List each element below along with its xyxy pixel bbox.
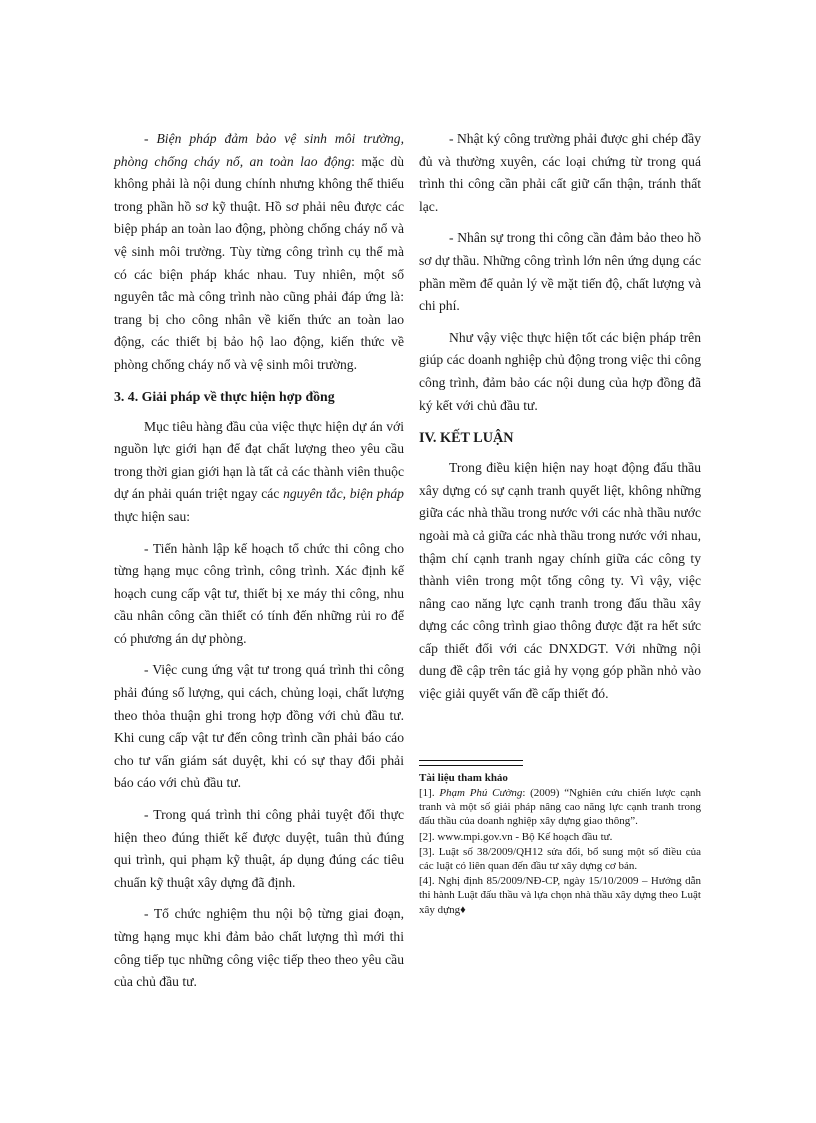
paragraph: - Tổ chức nghiệm thu nội bộ từng giai đoạn, từng hạng mục khi đảm bảo chất lượng thì mới thi công tiếp tục những công việc tiếp theo theo yêu cầu của chủ đầu tư.	[114, 906, 404, 990]
reference-item: [1]. Phạm Phú Cường: (2009) “Nghiên cứu chiến lược cạnh tranh và một số giải pháp nâng cao năng lực cạnh tranh trong đấu thầu của doanh nghiệp xây dựng giao thông”.	[419, 787, 702, 828]
paragraph: Trong điều kiện hiện nay hoạt động đấu thầu xây dựng có sự cạnh tranh quyết liệt, không những giữa các nhà thầu trong nước với các nhà thầu nước ngoài mà cả giữa các nhà thầu trong nước với nhau, thậm chí cạnh tranh ngay chính giữa các công ty thành viên trong một tổng công ty. Vì vậy, việc nâng cao năng lực cạnh tranh trong đấu thầu xây dựng các công trình giao thông được đặt ra hết sức cấp thiết đối với các DNXDGT. Với những nội dung đề cập trên tác giả hy vọng góp phần nhỏ vào việc giải quyết vấn đề cấp thiết đó.	[419, 460, 701, 702]
paragraph: Như vậy việc thực hiện tốt các biện pháp trên giúp các doanh nghiệp chủ động trong việc thi công công trình, đảm bảo các nội dung của hợp đồng đã ký kết với chủ đầu tư.	[419, 329, 701, 413]
left-column	[114, 128, 404, 1003]
section-heading-3-4: 3. 4. Giải pháp về thực hiện hợp đồng	[114, 388, 335, 404]
references-divider	[419, 760, 523, 766]
paragraph: - Việc cung ứng vật tư trong quá trình thi công phải đúng số lượng, qui cách, chủng loại, chất lượng theo thỏa thuận ghi trong hợp đồng với chủ đầu tư. Khi cung cấp vật tư đến công trình cần phải báo cáo cho tư vấn giám sát duyệt, khi có sự thay đổi phải báo cáo với chủ đầu tư.	[114, 662, 404, 791]
italic-lead: - Biện pháp đảm bảo vệ sinh môi trường, phòng chống cháy nổ, an toàn lao động	[114, 131, 404, 169]
paragraph: - Trong quá trình thi công phải tuyệt đối thực hiện theo đúng thiết kế được duyệt, tuân thủ đúng qui trình, qui phạm kỹ thuật, áp dụng đúng các tiêu chuẩn kỹ thuật xây dựng đã định.	[114, 807, 404, 890]
paragraph: - Tiến hành lập kế hoạch tổ chức thi công cho từng hạng mục công trình, công trình. Xác định kế hoạch cung cấp vật tư, thiết bị xe máy thi công, nhu cầu nhân công cần thiết có tính đến những rủi ro để có phương án dự phòng.	[114, 540, 404, 646]
section-heading-conclusion: IV. KẾT LUẬN	[419, 430, 514, 447]
reference-item: [2]. www.mpi.gov.vn - Bộ Kế hoạch đầu tư.	[419, 830, 613, 843]
paragraph: - Nhật ký công trường phải được ghi chép đầy đủ và thường xuyên, các loại chứng từ trong quá trình thi công cần phải cất giữ cẩn thận, tránh thất lạc.	[419, 131, 701, 214]
references-section	[419, 760, 701, 918]
reference-item: [3]. Luật số 38/2009/QH12 sửa đổi, bổ sung một số điều của các luật có liên quan đến đầu tư xây dựng cơ bản.	[419, 845, 701, 873]
paragraph: - Nhân sự trong thi công cần đảm bảo theo hồ sơ dự thầu. Những công trình lớn nên ứng dụng các phần mềm để quản lý về mặt tiến độ, chất lượng và chi phí.	[419, 230, 701, 314]
references-title: Tài liệu tham khảo	[419, 772, 508, 784]
right-column	[419, 128, 701, 715]
paragraph: - Biện pháp đảm bảo vệ sinh môi trường, phòng chống cháy nổ, an toàn lao động: mặc dù không phải là nội dung chính nhưng không thể thiếu trong phần hồ sơ kỹ thuật. Hồ sơ phải nêu được các biệp pháp an toàn lao động, phòng chống cháy nổ và vệ sinh môi trường. Tùy từng công trình cụ thể mà có các biện pháp khác nhau. Tuy nhiên, một số nguyên tắc mà công trình nào cũng phải đáp ứng là: trang bị cho công nhân về kiến thức an toàn lao động, các thiết bị bảo hộ lao động, kiến thức về phòng chống cháy nổ và vệ sinh môi trường.	[114, 131, 404, 372]
reference-item: [4]. Nghị định 85/2009/NĐ-CP, ngày 15/10/2009 – Hướng dẫn thi hành Luật đấu thầu và lựa chọn nhà thầu xây dựng theo Luật xây dựng♦	[419, 875, 701, 916]
paragraph: Mục tiêu hàng đầu của việc thực hiện dự án với nguồn lực giới hạn để đạt chất lượng theo yêu cầu trong thời gian giới hạn là tất cả các thành viên thuộc dự án phải quán triệt ngay các nguyên tắc, biện pháp thực hiện sau:	[114, 418, 404, 524]
